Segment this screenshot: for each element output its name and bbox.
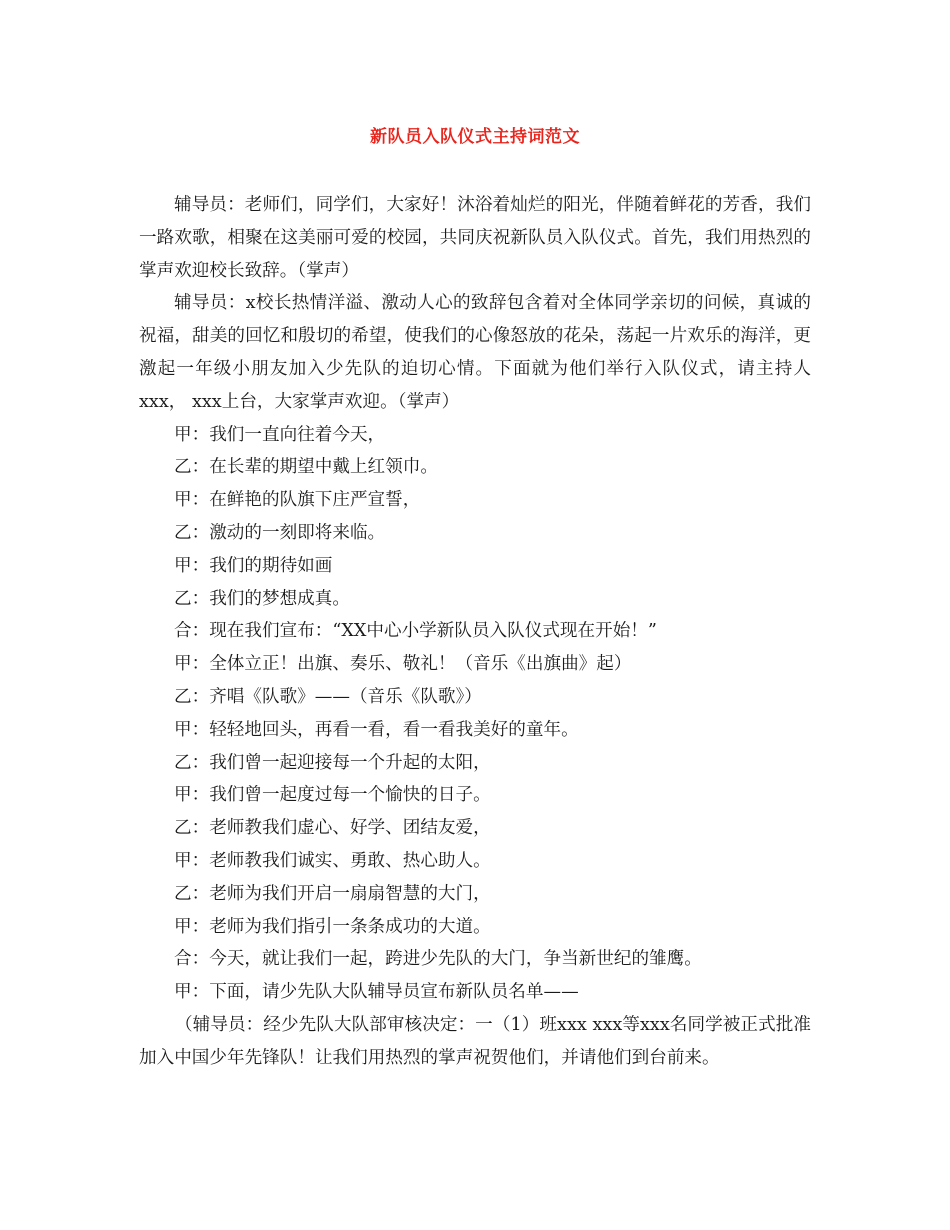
dialogue-line: 合：现在我们宣布：“XX中心小学新队员入队仪式现在开始！” <box>174 621 657 642</box>
document-body <box>139 189 811 1075</box>
dialogue-line: 甲：老师教我们诚实、勇敢、热心助人。 <box>174 850 491 871</box>
dialogue-line: 乙：我们曾一起迎接每一个升起的太阳， <box>174 752 491 773</box>
dialogue-line: 甲：老师为我们指引一条条成功的大道。 <box>174 916 491 937</box>
dialogue-line: 合：今天，就让我们一起，跨进少先队的大门，争当新世纪的雏鹰。 <box>174 949 702 970</box>
dialogue-line: 乙：齐唱《队歌》——（音乐《队歌》） <box>174 686 482 707</box>
dialogue-line: 甲：全体立正！出旗、奏乐、敬礼！（音乐《出旗曲》起） <box>174 654 632 675</box>
document-title: 新队员入队仪式主持词范文 <box>370 127 580 147</box>
dialogue-line: 乙：老师为我们开启一扇扇智慧的大门， <box>174 883 491 904</box>
dialogue-line: 甲：在鲜艳的队旗下庄严宣誓， <box>174 490 421 511</box>
dialogue-line: 甲：我们一直向往着今天， <box>174 424 386 445</box>
dialogue-line: 甲：我们曾一起度过每一个愉快的日子。 <box>174 785 491 806</box>
dialogue-line: 乙：激动的一刻即将来临。 <box>174 522 386 543</box>
paragraph-counselor-principal: 辅导员：x校长热情洋溢、激动人心的致辞包含着对全体同学亲切的问候，真诚的祝福，甜美的回忆和殷切的希望，使我们的心像怒放的花朵，荡起一片欢乐的海洋，更激起一年级小朋友加入少先队的迫切心情。下面就为他们举行入队仪式，请主持人xxx， xxx上台，大家掌声欢迎。（掌声） <box>139 293 811 412</box>
dialogue-line: 乙：在长辈的期望中戴上红领巾。 <box>174 457 438 478</box>
dialogue-line: 乙：老师教我们虚心、好学、团结友爱， <box>174 818 491 839</box>
dialogue-line: 甲：轻轻地回头，再看一看，看一看我美好的童年。 <box>174 719 579 740</box>
paragraph-counselor-announcement: （辅导员：经少先队大队部审核决定：一（1）班xxx xxx等xxx名同学被正式批准加入中国少年先锋队！让我们用热烈的掌声祝贺他们，并请他们到台前来。 <box>139 1014 811 1068</box>
dialogue-line: 乙：我们的梦想成真。 <box>174 588 350 609</box>
dialogue-line: 甲：我们的期待如画 <box>174 555 333 576</box>
dialogue-line: 甲：下面，请少先队大队辅导员宣布新队员名单—— <box>174 982 579 1003</box>
paragraph-counselor-opening: 辅导员：老师们，同学们，大家好！沐浴着灿烂的阳光，伴随着鲜花的芳香，我们一路欢歌，相聚在这美丽可爱的校园，共同庆祝新队员入队仪式。首先，我们用热烈的掌声欢迎校长致辞。（掌声） <box>139 195 811 281</box>
